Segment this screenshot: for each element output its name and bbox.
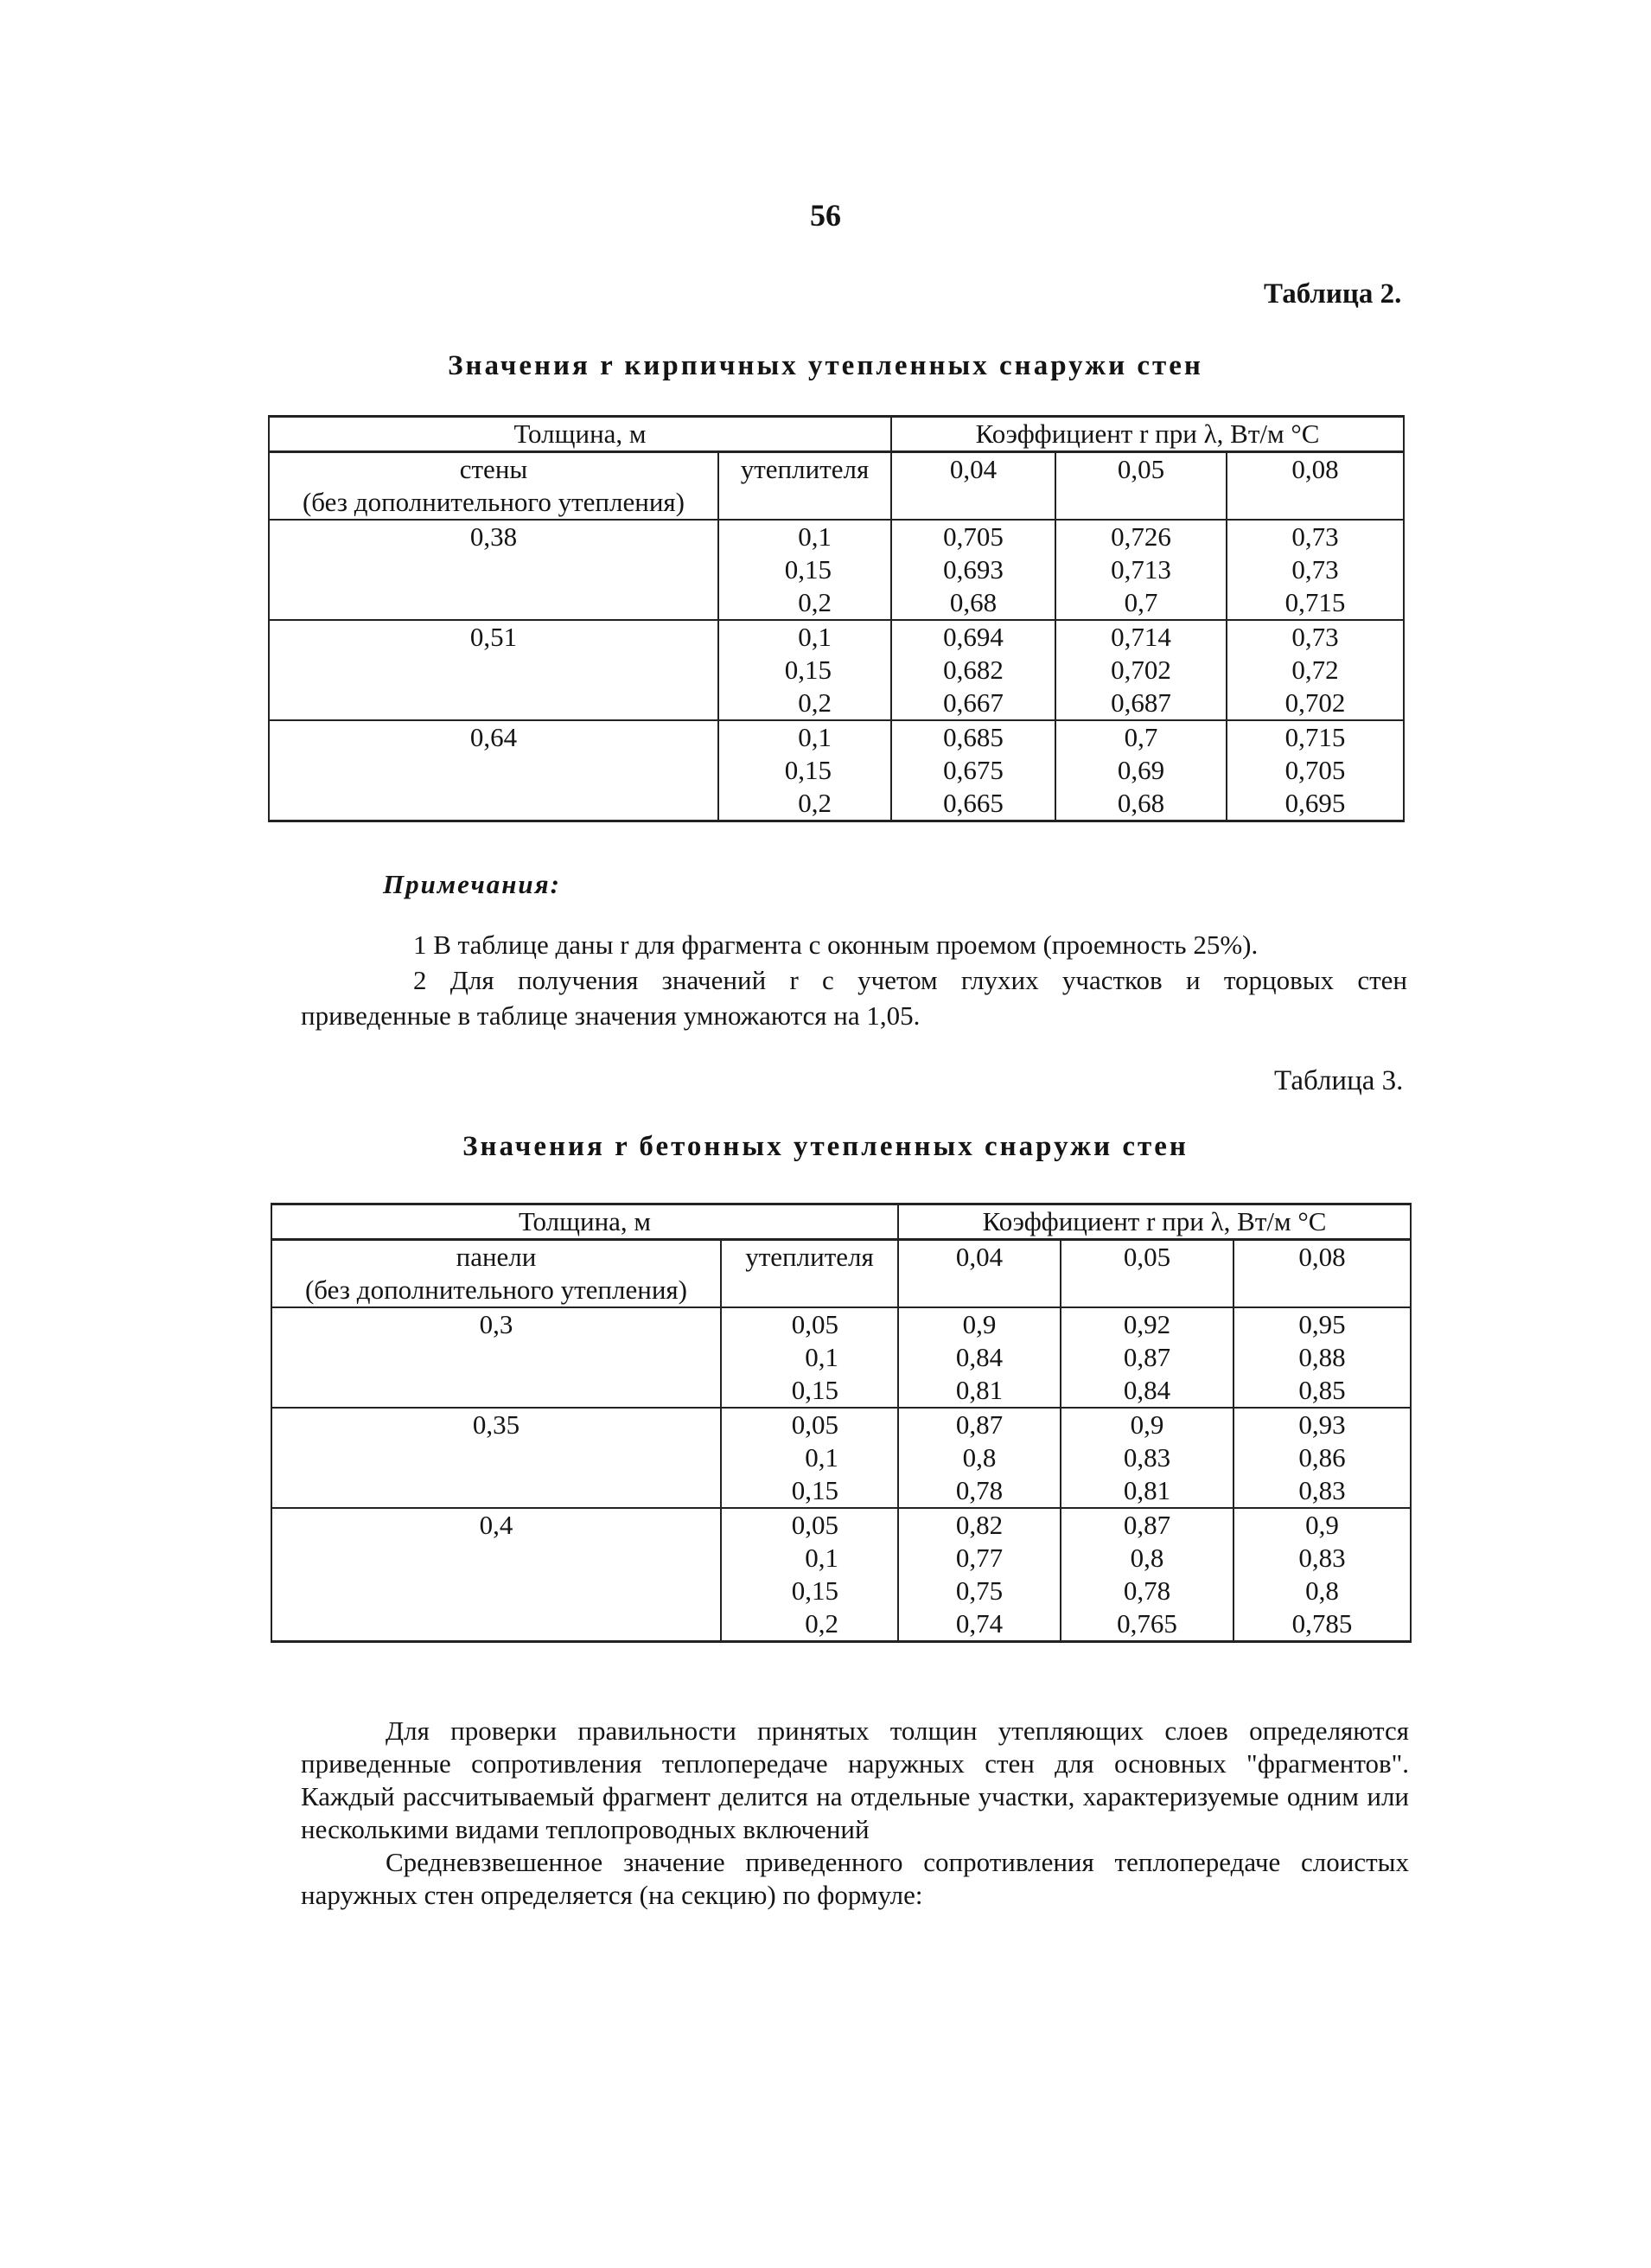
coefficient-cell: 0,83 (1233, 1542, 1411, 1575)
coefficient-cell: 0,693 (891, 553, 1055, 586)
coefficient-cell: 0,765 (1061, 1607, 1233, 1642)
wall-thickness-cell (271, 1374, 721, 1408)
panel-column-header (271, 1240, 721, 1308)
notes-heading: Примечания: (383, 869, 561, 899)
wall-thickness-cell (269, 586, 718, 620)
table-row (271, 1307, 1411, 1341)
wall-thickness-cell (271, 1474, 721, 1508)
coefficient-cell: 0,86 (1233, 1441, 1411, 1474)
table-row (271, 1341, 1411, 1374)
wall-thickness-cell (271, 1542, 721, 1575)
wall-thickness-cell: 0,51 (269, 620, 718, 654)
body-paragraph-1: Для проверки правильности принятых толщин утепляющих слоев определяются приведенные сопротивления теплопередаче наружных стен для основных "фрагментов". Каждый рассчитываемый фрагмент делится на отдельные участки, характеризуемые одним или несколькими видами теплопроводных включений (301, 1715, 1409, 1844)
table-2-title: Значения r кирпичных утепленных снаружи стен (448, 350, 1203, 381)
coefficient-cell: 0,83 (1233, 1474, 1411, 1508)
coefficient-cell: 0,702 (1055, 654, 1227, 687)
coefficient-cell: 0,68 (891, 586, 1055, 620)
wall-thickness-cell (271, 1607, 721, 1642)
coefficient-cell: 0,73 (1227, 553, 1404, 586)
coefficient-cell: 0,9 (1233, 1508, 1411, 1542)
insulation-column-header: утеплителя (721, 1240, 898, 1308)
coefficient-cell: 0,9 (898, 1307, 1061, 1341)
wall-column-note: (без дополнительного утепления) (302, 487, 685, 517)
wall-thickness-cell (271, 1341, 721, 1374)
table-row (269, 787, 1404, 821)
insulation-thickness-cell: 0,2 (718, 586, 891, 620)
coefficient-cell: 0,8 (1061, 1542, 1233, 1575)
coefficient-cell: 0,667 (891, 687, 1055, 720)
wall-thickness-cell: 0,64 (269, 720, 718, 754)
insulation-thickness-cell: 0,1 (718, 620, 891, 654)
coefficient-cell: 0,73 (1227, 620, 1404, 654)
table-2-body (269, 520, 1404, 821)
lambda-header-1: 0,04 (891, 452, 1055, 521)
coefficient-cell: 0,75 (898, 1575, 1061, 1607)
coefficient-cell: 0,95 (1233, 1307, 1411, 1341)
table-2-label: Таблица 2. (1264, 278, 1402, 310)
note-2-line-2: приведенные в таблице значения умножаются на 1,05. (301, 1000, 921, 1031)
page-number: 56 (810, 198, 841, 233)
coefficient-cell: 0,84 (1061, 1374, 1233, 1408)
wall-thickness-cell: 0,35 (271, 1408, 721, 1441)
table-row (269, 586, 1404, 620)
coefficient-cell: 0,82 (898, 1508, 1061, 1542)
coefficient-cell: 0,77 (898, 1542, 1061, 1575)
coefficient-cell: 0,685 (891, 720, 1055, 754)
table-row (269, 720, 1404, 754)
table-row (269, 620, 1404, 654)
panel-column-note: (без дополнительного утепления) (304, 1275, 687, 1305)
coefficient-cell: 0,682 (891, 654, 1055, 687)
coefficient-cell: 0,695 (1227, 787, 1404, 821)
coefficient-cell: 0,74 (898, 1607, 1061, 1642)
table-row (269, 553, 1404, 586)
coefficient-header: Коэффициент r при λ, Вт/м °С (898, 1204, 1411, 1240)
coefficient-cell: 0,93 (1233, 1408, 1411, 1441)
coefficient-cell: 0,81 (1061, 1474, 1233, 1508)
coefficient-cell: 0,87 (1061, 1508, 1233, 1542)
coefficient-cell: 0,702 (1227, 687, 1404, 720)
insulation-thickness-cell: 0,1 (721, 1341, 898, 1374)
coefficient-cell: 0,78 (1061, 1575, 1233, 1607)
coefficient-cell: 0,7 (1055, 586, 1227, 620)
insulation-thickness-cell: 0,05 (721, 1508, 898, 1542)
insulation-thickness-cell: 0,2 (721, 1607, 898, 1642)
wall-column-header (269, 452, 718, 521)
wall-thickness-cell: 0,4 (271, 1508, 721, 1542)
coefficient-cell: 0,87 (898, 1408, 1061, 1441)
panel-column-label: панели (456, 1242, 537, 1272)
coefficient-cell: 0,8 (898, 1441, 1061, 1474)
insulation-column-header: утеплителя (718, 452, 891, 521)
insulation-thickness-cell: 0,1 (721, 1441, 898, 1474)
table-row (269, 687, 1404, 720)
table-row (271, 1508, 1411, 1542)
insulation-thickness-cell: 0,05 (721, 1408, 898, 1441)
coefficient-cell: 0,715 (1227, 586, 1404, 620)
table-3 (271, 1203, 1412, 1643)
insulation-thickness-cell: 0,15 (721, 1474, 898, 1508)
wall-thickness-cell (269, 754, 718, 787)
lambda-header-3: 0,08 (1227, 452, 1404, 521)
coefficient-cell: 0,73 (1227, 520, 1404, 553)
coefficient-cell: 0,705 (1227, 754, 1404, 787)
coefficient-cell: 0,85 (1233, 1374, 1411, 1408)
coefficient-cell: 0,785 (1233, 1607, 1411, 1642)
coefficient-cell: 0,9 (1061, 1408, 1233, 1441)
coefficient-cell: 0,714 (1055, 620, 1227, 654)
lambda-header-2: 0,05 (1055, 452, 1227, 521)
thickness-header: Толщина, м (271, 1204, 898, 1240)
coefficient-cell: 0,72 (1227, 654, 1404, 687)
insulation-thickness-cell: 0,15 (721, 1575, 898, 1607)
coefficient-cell: 0,92 (1061, 1307, 1233, 1341)
insulation-thickness-cell: 0,1 (718, 520, 891, 553)
insulation-thickness-cell: 0,15 (718, 754, 891, 787)
table-row (271, 1441, 1411, 1474)
table-3-label: Таблица 3. (1274, 1065, 1404, 1096)
table-2 (268, 415, 1405, 822)
wall-thickness-cell (269, 553, 718, 586)
body-paragraph-2: Средневзвешенное значение приведенного сопротивления теплопередаче слоистых наружных стен определяется (на секцию) по формуле: (301, 1847, 1409, 1910)
coefficient-cell: 0,87 (1061, 1341, 1233, 1374)
insulation-thickness-cell: 0,15 (718, 553, 891, 586)
insulation-thickness-cell: 0,1 (718, 720, 891, 754)
coefficient-cell: 0,705 (891, 520, 1055, 553)
wall-thickness-cell (269, 787, 718, 821)
note-2-line-1: 2 Для получения значений r с учетом глухих участков и торцовых стен (413, 965, 1407, 995)
table-3-body (271, 1307, 1411, 1642)
coefficient-header: Коэффициент r при λ, Вт/м °С (891, 417, 1404, 452)
thickness-header: Толщина, м (269, 417, 891, 452)
table-row (271, 1542, 1411, 1575)
table-row (269, 520, 1404, 553)
coefficient-cell: 0,69 (1055, 754, 1227, 787)
lambda-header-2: 0,05 (1061, 1240, 1233, 1308)
insulation-thickness-cell: 0,15 (718, 654, 891, 687)
wall-thickness-cell: 0,38 (269, 520, 718, 553)
coefficient-cell: 0,84 (898, 1341, 1061, 1374)
table-row (271, 1607, 1411, 1642)
wall-thickness-cell: 0,3 (271, 1307, 721, 1341)
table-row (269, 754, 1404, 787)
table-row (269, 654, 1404, 687)
table-row (271, 1374, 1411, 1408)
wall-thickness-cell (269, 654, 718, 687)
table-row (271, 1474, 1411, 1508)
coefficient-cell: 0,694 (891, 620, 1055, 654)
wall-thickness-cell (271, 1441, 721, 1474)
coefficient-cell: 0,68 (1055, 787, 1227, 821)
note-1: 1 В таблице даны r для фрагмента с оконным проемом (проемность 25%). (413, 930, 1259, 960)
insulation-thickness-cell: 0,2 (718, 787, 891, 821)
wall-thickness-cell (271, 1575, 721, 1607)
coefficient-cell: 0,687 (1055, 687, 1227, 720)
lambda-header-3: 0,08 (1233, 1240, 1411, 1308)
coefficient-cell: 0,81 (898, 1374, 1061, 1408)
coefficient-cell: 0,713 (1055, 553, 1227, 586)
coefficient-cell: 0,8 (1233, 1575, 1411, 1607)
table-row (271, 1408, 1411, 1441)
insulation-thickness-cell: 0,05 (721, 1307, 898, 1341)
coefficient-cell: 0,715 (1227, 720, 1404, 754)
insulation-thickness-cell: 0,1 (721, 1542, 898, 1575)
insulation-thickness-cell: 0,2 (718, 687, 891, 720)
insulation-thickness-cell: 0,15 (721, 1374, 898, 1408)
coefficient-cell: 0,7 (1055, 720, 1227, 754)
coefficient-cell: 0,88 (1233, 1341, 1411, 1374)
table-row (271, 1575, 1411, 1607)
table-3-title: Значения r бетонных утепленных снаружи стен (462, 1131, 1189, 1162)
coefficient-cell: 0,726 (1055, 520, 1227, 553)
coefficient-cell: 0,78 (898, 1474, 1061, 1508)
coefficient-cell: 0,665 (891, 787, 1055, 821)
coefficient-cell: 0,675 (891, 754, 1055, 787)
wall-column-label: стены (459, 454, 528, 484)
wall-thickness-cell (269, 687, 718, 720)
lambda-header-1: 0,04 (898, 1240, 1061, 1308)
coefficient-cell: 0,83 (1061, 1441, 1233, 1474)
